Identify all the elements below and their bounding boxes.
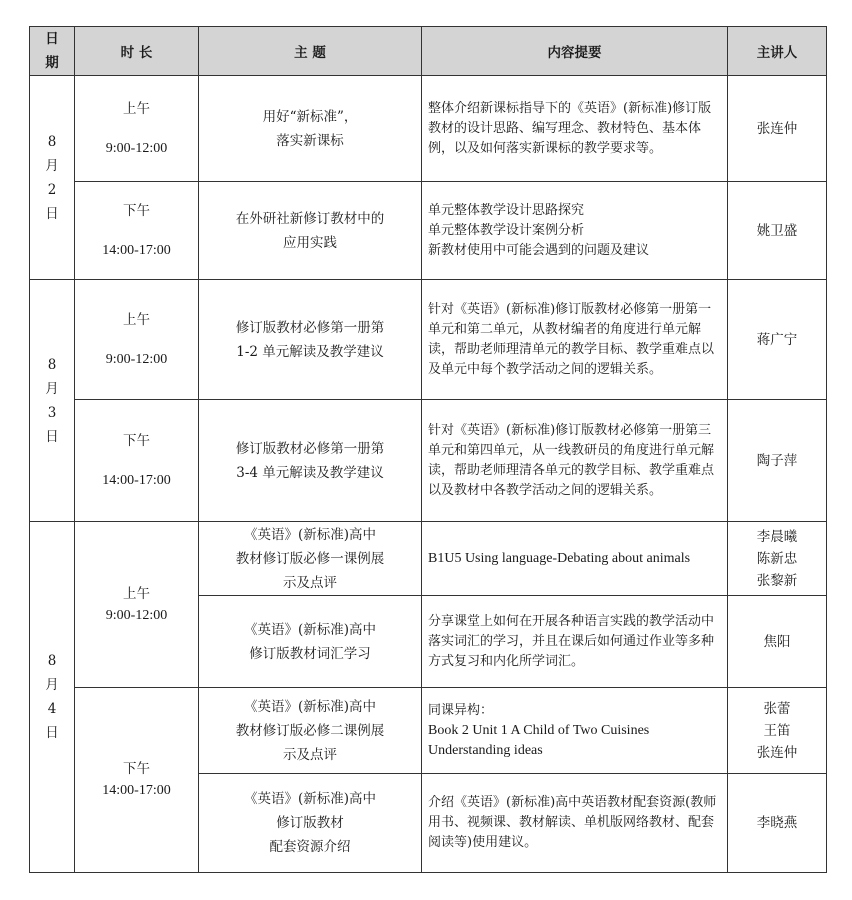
topic-cell: 修订版教材必修第一册第 1-2 单元解读及教学建议 (199, 280, 422, 400)
topic-cell: 用好“新标准”， 落实新课标 (199, 76, 422, 182)
table-row (30, 182, 827, 280)
summary-cell: B1U5 Using language-Debating about animals (422, 522, 728, 596)
header-speaker: 主讲人 (728, 27, 827, 76)
date-cell: 8 月 2 日 (30, 76, 75, 280)
training-schedule-table (29, 26, 827, 873)
summary-cell: 针对《英语》(新标准)修订版教材必修第一册第一单元和第二单元，从教材编者的角度进行单元解读，帮助老师理清单元的教学目标、教学重难点以及单元中每个教学活动之间的逻辑关系。 (422, 280, 728, 400)
summary-cell: 介绍《英语》(新标准)高中英语教材配套资源(教师用书、视频课、教材解读、单机版网络教材、配套阅读等)使用建议。 (422, 774, 728, 873)
table-row (30, 688, 827, 774)
header-duration: 时 长 (75, 27, 199, 76)
topic-cell: 《英语》(新标准)高中 修订版教材词汇学习 (199, 596, 422, 688)
header-row (30, 27, 827, 76)
summary-cell: 针对《英语》(新标准)修订版教材必修第一册第三单元和第四单元，从一线教研员的角度进行单元解读，帮助老师理清各单元的教学目标、教学重难点以及教材中各教学活动之间的逻辑关系。 (422, 400, 728, 522)
speaker-cell: 李晨曦 陈新忠 张黎新 (728, 522, 827, 596)
time-slot-cell: 下午 14:00-17:00 (75, 182, 199, 280)
header-date: 日 期 (30, 27, 75, 76)
date-cell: 8 月 3 日 (30, 280, 75, 522)
speaker-cell: 姚卫盛 (728, 182, 827, 280)
speaker-cell: 陶子萍 (728, 400, 827, 522)
time-slot-cell: 上午 9:00-12:00 (75, 280, 199, 400)
time-slot-cell: 下午 14:00-17:00 (75, 400, 199, 522)
topic-cell: 修订版教材必修第一册第 3-4 单元解读及教学建议 (199, 400, 422, 522)
time-slot-cell: 上午 9:00-12:00 (75, 76, 199, 182)
speaker-cell: 焦阳 (728, 596, 827, 688)
speaker-cell: 李晓燕 (728, 774, 827, 873)
time-slot-cell: 下午 14:00-17:00 (75, 688, 199, 873)
topic-cell: 《英语》(新标准)高中 教材修订版必修二课例展 示及点评 (199, 688, 422, 774)
header-topic: 主 题 (199, 27, 422, 76)
summary-cell: 分享课堂上如何在开展各种语言实践的教学活动中落实词汇的学习，并且在课后如何通过作业等多种方式复习和内化所学词汇。 (422, 596, 728, 688)
header-summary: 内容提要 (422, 27, 728, 76)
date-cell: 8 月 4 日 (30, 522, 75, 873)
summary-cell: 单元整体教学设计思路探究 单元整体教学设计案例分析 新教材使用中可能会遇到的问题及建议 (422, 182, 728, 280)
summary-cell: 整体介绍新课标指导下的《英语》(新标准)修订版教材的设计思路、编写理念、教材特色、基本体例，以及如何落实新课标的教学要求等。 (422, 76, 728, 182)
summary-cell: 同课异构： Book 2 Unit 1 A Child of Two Cuisines Understanding ideas (422, 688, 728, 774)
speaker-cell: 张蕾 王笛 张连仲 (728, 688, 827, 774)
topic-cell: 《英语》(新标准)高中 教材修订版必修一课例展 示及点评 (199, 522, 422, 596)
topic-cell: 《英语》(新标准)高中 修订版教材 配套资源介绍 (199, 774, 422, 873)
speaker-cell: 张连仲 (728, 76, 827, 182)
table-row (30, 400, 827, 522)
table-row (30, 76, 827, 182)
speaker-cell: 蒋广宁 (728, 280, 827, 400)
topic-cell: 在外研社新修订教材中的 应用实践 (199, 182, 422, 280)
table-row (30, 280, 827, 400)
table-row (30, 522, 827, 596)
time-slot-cell: 上午 9:00-12:00 (75, 522, 199, 688)
